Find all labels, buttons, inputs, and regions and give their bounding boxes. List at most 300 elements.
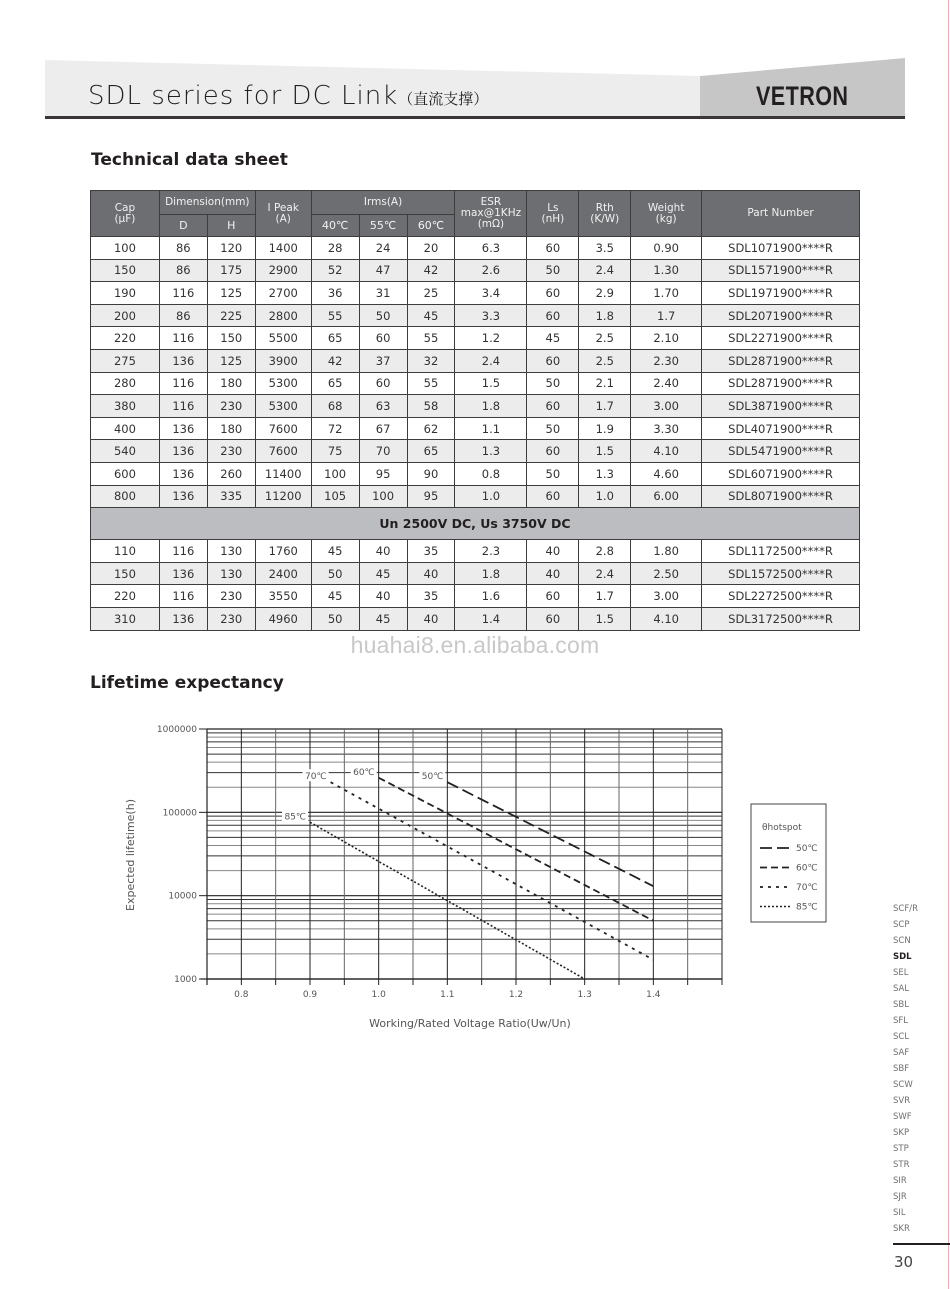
y-tick-label: 10000 <box>168 891 197 902</box>
table-cell: 1.5 <box>579 440 631 463</box>
series-label-70c: 70℃ <box>305 772 327 783</box>
header-esr-l2: max@1KHz <box>460 207 522 219</box>
table-body-group-2 <box>91 540 860 630</box>
table-cell: 63 <box>359 395 407 418</box>
header-ls <box>527 191 579 237</box>
table-cell: 2.4 <box>579 259 631 282</box>
header-ipeak-l1: I Peak <box>267 201 299 214</box>
table-cell: 230 <box>207 585 255 608</box>
table-cell: 25 <box>407 282 455 305</box>
table-cell: 50 <box>311 607 359 630</box>
table-cell: 35 <box>407 585 455 608</box>
header-rth-l2: (K/W) <box>590 212 620 225</box>
table-cell: 150 <box>91 259 160 282</box>
table-cell: 45 <box>311 585 359 608</box>
table-cell: 0.8 <box>455 462 527 485</box>
tech-data-table <box>90 190 860 631</box>
table-cell: 260 <box>207 462 255 485</box>
table-body-group-2-label <box>91 508 860 540</box>
table-cell: 1400 <box>255 237 311 260</box>
table-cell: 130 <box>207 562 255 585</box>
table-cell: 230 <box>207 440 255 463</box>
table-cell: 60 <box>527 395 579 418</box>
series-nav-item-sjr[interactable]: SJR <box>893 1192 907 1202</box>
table-cell: 42 <box>311 349 359 372</box>
table-cell: 335 <box>207 485 255 508</box>
table-row <box>91 485 860 508</box>
table-cell: 11400 <box>255 462 311 485</box>
table-cell: 7600 <box>255 417 311 440</box>
table-cell: 50 <box>359 304 407 327</box>
table-cell: 1.80 <box>631 540 702 563</box>
chart-series <box>282 765 653 979</box>
table-cell: 3.00 <box>631 395 702 418</box>
table-cell: 1.8 <box>455 562 527 585</box>
table-cell: 150 <box>91 562 160 585</box>
series-nav-item-scp[interactable]: SCP <box>893 920 910 930</box>
table-cell: 45 <box>311 540 359 563</box>
table-cell: 310 <box>91 607 160 630</box>
legend-label-60c: 60℃ <box>796 863 818 874</box>
table-cell: 58 <box>407 395 455 418</box>
table-cell: 380 <box>91 395 160 418</box>
table-cell: SDL2272500****R <box>702 585 860 608</box>
series-nav-item-saf[interactable]: SAF <box>893 1048 910 1058</box>
table-cell: 2400 <box>255 562 311 585</box>
header-esr-l1: ESR <box>480 196 502 208</box>
table-cell: 32 <box>407 349 455 372</box>
table-row <box>91 259 860 282</box>
table-cell: 40 <box>407 562 455 585</box>
table-cell: 7600 <box>255 440 311 463</box>
series-nav-item-scw[interactable]: SCW <box>893 1080 913 1090</box>
table-cell: 200 <box>91 304 160 327</box>
series-nav-item-sbf[interactable]: SBF <box>893 1064 910 1074</box>
table-cell: 2.4 <box>455 349 527 372</box>
series-nav-item-stp[interactable]: STP <box>893 1144 909 1154</box>
series-nav-item-sal[interactable]: SAL <box>893 984 910 994</box>
table-cell: SDL1572500****R <box>702 562 860 585</box>
table-cell: 400 <box>91 417 160 440</box>
table-cell: 86 <box>159 237 207 260</box>
chart-legend <box>751 804 826 922</box>
table-row <box>91 349 860 372</box>
table-cell: 68 <box>311 395 359 418</box>
header-ls-l1: Ls <box>547 201 559 214</box>
table-cell: 540 <box>91 440 160 463</box>
table-cell: SDL1172500****R <box>702 540 860 563</box>
chart-grid <box>207 729 722 979</box>
table-cell: 52 <box>311 259 359 282</box>
table-cell: 5300 <box>255 395 311 418</box>
x-tick-label: 1.1 <box>440 990 455 1000</box>
table-row <box>91 540 860 563</box>
table-cell: 1.7 <box>631 304 702 327</box>
table-cell: SDL2071900****R <box>702 304 860 327</box>
section-title-tech: Technical data sheet <box>91 150 288 170</box>
table-cell: 4.10 <box>631 440 702 463</box>
table-row <box>91 372 860 395</box>
table-cell: SDL4071900****R <box>702 417 860 440</box>
table-cell: 2.1 <box>579 372 631 395</box>
table-cell: 190 <box>91 282 160 305</box>
header-esr <box>455 191 527 237</box>
table-header-row-1 <box>91 191 860 215</box>
table-cell: 2.30 <box>631 349 702 372</box>
table-cell: 65 <box>311 327 359 350</box>
table-cell: 45 <box>407 304 455 327</box>
table-row <box>91 327 860 350</box>
table-cell: 1.8 <box>455 395 527 418</box>
series-nav-item-sir[interactable]: SIR <box>893 1176 907 1186</box>
group-2-label-row <box>91 508 860 540</box>
table-row <box>91 237 860 260</box>
table-cell: 4960 <box>255 607 311 630</box>
table-row <box>91 585 860 608</box>
table-cell: 3900 <box>255 349 311 372</box>
x-tick-label: 0.8 <box>234 990 249 1000</box>
header-weight-l1: Weight <box>647 201 685 214</box>
lifetime-chart <box>0 700 880 1060</box>
table-cell: 1.8 <box>579 304 631 327</box>
table-cell: SDL6071900****R <box>702 462 860 485</box>
header-d: D <box>159 215 207 237</box>
table-row <box>91 440 860 463</box>
table-cell: 62 <box>407 417 455 440</box>
table-cell: 1.1 <box>455 417 527 440</box>
header-ipeak-l2: (A) <box>275 212 291 225</box>
table-cell: SDL2871900****R <box>702 372 860 395</box>
table-cell: 3.00 <box>631 585 702 608</box>
table-cell: 31 <box>359 282 407 305</box>
table-cell: 50 <box>527 259 579 282</box>
table-cell: 86 <box>159 259 207 282</box>
table-cell: 125 <box>207 349 255 372</box>
series-nav-item-scf-r[interactable]: SCF/R <box>893 904 918 914</box>
series-nav-item-sfl[interactable]: SFL <box>893 1016 909 1026</box>
table-cell: 45 <box>527 327 579 350</box>
table-cell: 45 <box>359 562 407 585</box>
table-cell: 40 <box>359 540 407 563</box>
table-cell: 50 <box>527 462 579 485</box>
series-label-85c: 85℃ <box>284 812 306 823</box>
table-cell: 2.5 <box>579 327 631 350</box>
header-irms: Irms(A) <box>311 191 455 215</box>
table-cell: 60 <box>527 304 579 327</box>
table-cell: 600 <box>91 462 160 485</box>
header-rth-l1: Rth <box>595 201 614 214</box>
table-cell: 180 <box>207 417 255 440</box>
series-nav-item-svr[interactable]: SVR <box>893 1096 911 1106</box>
table-cell: 1.70 <box>631 282 702 305</box>
table-cell: 6.3 <box>455 237 527 260</box>
table-cell: 1.0 <box>579 485 631 508</box>
header-ipeak <box>255 191 311 237</box>
table-cell: 95 <box>407 485 455 508</box>
series-label-50c: 50℃ <box>421 772 444 783</box>
table-cell: 24 <box>359 237 407 260</box>
table-row <box>91 607 860 630</box>
table-cell: 116 <box>159 372 207 395</box>
header-h: H <box>207 215 255 237</box>
table-cell: 136 <box>159 417 207 440</box>
table-cell: 136 <box>159 462 207 485</box>
table-cell: 60 <box>527 607 579 630</box>
table-cell: 220 <box>91 327 160 350</box>
table-cell: 60 <box>527 440 579 463</box>
table-cell: 1.2 <box>455 327 527 350</box>
table-cell: 60 <box>527 349 579 372</box>
series-nav-item-skp[interactable]: SKP <box>893 1128 910 1138</box>
table-cell: 47 <box>359 259 407 282</box>
table-cell: 136 <box>159 440 207 463</box>
table-cell: 72 <box>311 417 359 440</box>
table-cell: 40 <box>359 585 407 608</box>
series-nav-item-scn[interactable]: SCN <box>893 936 911 946</box>
table-cell: 130 <box>207 540 255 563</box>
header-weight <box>631 191 702 237</box>
chart-x-label: Working/Rated Voltage Ratio(Uw/Un) <box>369 1017 571 1030</box>
series-nav-item-skr[interactable]: SKR <box>893 1224 910 1234</box>
table-cell: 280 <box>91 372 160 395</box>
table-cell: 2.40 <box>631 372 702 395</box>
series-nav-item-sdl[interactable]: SDL <box>893 952 912 962</box>
header-dimension: Dimension(mm) <box>159 191 255 215</box>
series-nav-item-swf[interactable]: SWF <box>893 1112 912 1122</box>
table-cell: 116 <box>159 540 207 563</box>
table-cell: 60 <box>359 327 407 350</box>
table-row <box>91 304 860 327</box>
table-cell: 2.8 <box>579 540 631 563</box>
group-2-label: Un 2500V DC, Us 3750V DC <box>91 508 860 540</box>
table-cell: 3.30 <box>631 417 702 440</box>
series-nav <box>893 902 941 1238</box>
table-cell: SDL5471900****R <box>702 440 860 463</box>
table-cell: 37 <box>359 349 407 372</box>
x-tick-label: 1.4 <box>646 990 661 1000</box>
header-t60: 60℃ <box>407 215 455 237</box>
table-cell: 28 <box>311 237 359 260</box>
page-number-rule <box>893 1243 950 1245</box>
table-cell: 5500 <box>255 327 311 350</box>
table-row <box>91 282 860 305</box>
series-nav-item-sil[interactable]: SIL <box>893 1208 906 1218</box>
table-cell: 120 <box>207 237 255 260</box>
header-weight-l2: (kg) <box>655 212 677 225</box>
table-body-group-1 <box>91 237 860 508</box>
table-cell: 3.3 <box>455 304 527 327</box>
table-cell: 40 <box>527 562 579 585</box>
header-t40: 40℃ <box>311 215 359 237</box>
table-cell: 1760 <box>255 540 311 563</box>
table-cell: 2900 <box>255 259 311 282</box>
table-cell: SDL1971900****R <box>702 282 860 305</box>
header-rule <box>45 116 905 119</box>
table-cell: 150 <box>207 327 255 350</box>
table-cell: 2.9 <box>579 282 631 305</box>
table-cell: 275 <box>91 349 160 372</box>
table-cell: 40 <box>407 607 455 630</box>
table-cell: 75 <box>311 440 359 463</box>
chart-y-label: Expected lifetime(h) <box>124 799 137 911</box>
table-cell: 800 <box>91 485 160 508</box>
table-cell: 2.4 <box>579 562 631 585</box>
table-cell: 1.3 <box>455 440 527 463</box>
table-cell: 86 <box>159 304 207 327</box>
table-cell: 1.7 <box>579 585 631 608</box>
legend-label-50c: 50℃ <box>796 844 818 854</box>
table-cell: 60 <box>527 282 579 305</box>
page-title-text: SDL series for DC Link <box>88 81 399 111</box>
table-cell: 55 <box>407 372 455 395</box>
series-nav-item-str[interactable]: STR <box>893 1160 910 1170</box>
table-cell: 35 <box>407 540 455 563</box>
table-cell: 180 <box>207 372 255 395</box>
table-cell: 45 <box>359 607 407 630</box>
table-cell: 3.5 <box>579 237 631 260</box>
side-margin-line <box>948 0 949 1289</box>
table-cell: 125 <box>207 282 255 305</box>
table-cell: 50 <box>311 562 359 585</box>
header-t55: 55℃ <box>359 215 407 237</box>
x-tick-label: 1.3 <box>577 990 592 1000</box>
table-cell: 2.5 <box>579 349 631 372</box>
table-cell: 3.4 <box>455 282 527 305</box>
series-nav-item-scl[interactable]: SCL <box>893 1032 910 1042</box>
x-tick-label: 0.9 <box>302 990 318 1000</box>
legend-title: θhotspot <box>762 823 802 833</box>
table-cell: 20 <box>407 237 455 260</box>
table-cell: 11200 <box>255 485 311 508</box>
page-title <box>88 81 488 111</box>
table-cell: 136 <box>159 607 207 630</box>
table-cell: 225 <box>207 304 255 327</box>
table-cell: SDL3871900****R <box>702 395 860 418</box>
table-cell: 60 <box>527 237 579 260</box>
table-cell: 100 <box>311 462 359 485</box>
table-cell: 136 <box>159 349 207 372</box>
table-cell: 110 <box>91 540 160 563</box>
table-cell: 60 <box>359 372 407 395</box>
table-cell: 4.60 <box>631 462 702 485</box>
header-ls-l2: (nH) <box>541 212 565 225</box>
table-cell: 3550 <box>255 585 311 608</box>
table-cell: 230 <box>207 395 255 418</box>
table-cell: 55 <box>407 327 455 350</box>
table-cell: SDL1071900****R <box>702 237 860 260</box>
table-row <box>91 417 860 440</box>
table-cell: SDL2871900****R <box>702 349 860 372</box>
table-cell: 100 <box>359 485 407 508</box>
y-tick-label: 1000000 <box>156 725 197 735</box>
table-cell: 136 <box>159 485 207 508</box>
table-row <box>91 395 860 418</box>
table-cell: 2.10 <box>631 327 702 350</box>
table-cell: 60 <box>527 585 579 608</box>
page-number: 30 <box>894 1253 914 1271</box>
table-cell: 36 <box>311 282 359 305</box>
header-esr-l3: (mΩ) <box>477 218 505 230</box>
table-cell: 230 <box>207 607 255 630</box>
table-cell: 95 <box>359 462 407 485</box>
table-cell: 50 <box>527 372 579 395</box>
table-cell: 2.3 <box>455 540 527 563</box>
table-cell: 90 <box>407 462 455 485</box>
table-cell: 2800 <box>255 304 311 327</box>
table-cell: 1.0 <box>455 485 527 508</box>
watermark: huahai8.en.alibaba.com <box>350 632 600 658</box>
table-cell: 0.90 <box>631 237 702 260</box>
brand-logo: VETRON <box>756 81 849 111</box>
table-cell: SDL1571900****R <box>702 259 860 282</box>
x-tick-label: 1.0 <box>371 990 386 1000</box>
page-title-cn: （直流支撑） <box>398 90 489 108</box>
table-cell: 136 <box>159 562 207 585</box>
table-cell: SDL2271900****R <box>702 327 860 350</box>
header-cap <box>91 191 160 237</box>
table-cell: 6.00 <box>631 485 702 508</box>
table-cell: 1.5 <box>579 607 631 630</box>
table-cell: 116 <box>159 395 207 418</box>
table-cell: 116 <box>159 327 207 350</box>
table-cell: 42 <box>407 259 455 282</box>
table-cell: 1.5 <box>455 372 527 395</box>
table-cell: 50 <box>527 417 579 440</box>
table-cell: 5300 <box>255 372 311 395</box>
table-cell: 65 <box>311 372 359 395</box>
y-tick-label: 1000 <box>174 975 197 985</box>
header-cap-l1: Cap <box>114 201 136 214</box>
x-tick-label: 1.2 <box>508 990 524 1000</box>
table-cell: 1.30 <box>631 259 702 282</box>
table-cell: 1.4 <box>455 607 527 630</box>
table-cell: SDL8071900****R <box>702 485 860 508</box>
table-cell: 1.3 <box>579 462 631 485</box>
table-cell: 175 <box>207 259 255 282</box>
series-label-60c: 60℃ <box>353 767 375 778</box>
table-cell: 100 <box>91 237 160 260</box>
table-row <box>91 462 860 485</box>
table-cell: 2700 <box>255 282 311 305</box>
header-cap-l2: (μF) <box>114 212 136 225</box>
section-title-lifetime: Lifetime expectancy <box>90 673 284 693</box>
table-cell: 1.6 <box>455 585 527 608</box>
table-cell: 70 <box>359 440 407 463</box>
table-cell: 220 <box>91 585 160 608</box>
table-cell: 116 <box>159 282 207 305</box>
table-cell: SDL3172500****R <box>702 607 860 630</box>
table-cell: 67 <box>359 417 407 440</box>
table-cell: 2.6 <box>455 259 527 282</box>
table-cell: 60 <box>527 485 579 508</box>
legend-label-70c: 70℃ <box>796 883 818 893</box>
table-cell: 105 <box>311 485 359 508</box>
series-nav-item-sbl[interactable]: SBL <box>893 1000 909 1010</box>
header-rth <box>579 191 631 237</box>
table-cell: 1.9 <box>579 417 631 440</box>
header-part-number: Part Number <box>702 191 860 237</box>
series-nav-item-sel[interactable]: SEL <box>893 968 909 978</box>
table-cell: 2.50 <box>631 562 702 585</box>
table-cell: 65 <box>407 440 455 463</box>
table-cell: 55 <box>311 304 359 327</box>
table-cell: 116 <box>159 585 207 608</box>
table-cell: 40 <box>527 540 579 563</box>
table-row <box>91 562 860 585</box>
legend-label-85c: 85℃ <box>796 902 818 913</box>
table-cell: 4.10 <box>631 607 702 630</box>
y-tick-label: 100000 <box>162 808 197 819</box>
